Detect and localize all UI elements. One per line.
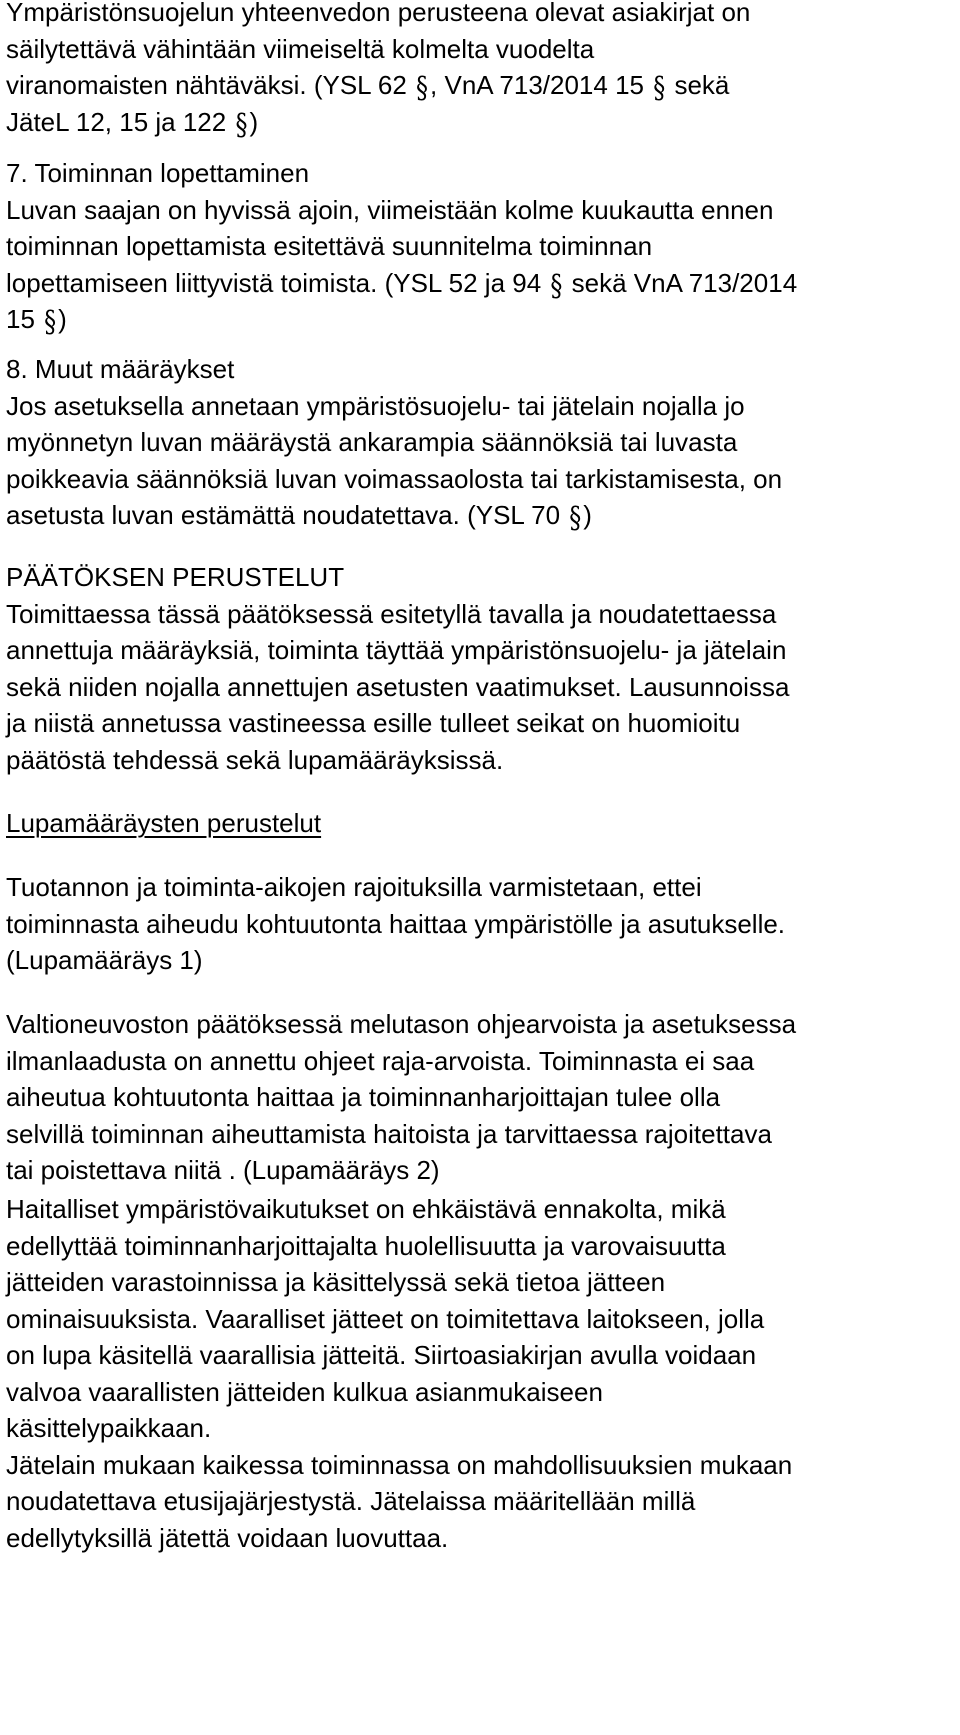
section-7 — [6, 155, 956, 338]
section-sign: § — [550, 267, 563, 303]
text-line: käsittelypaikkaan. — [6, 1413, 212, 1443]
text-line: Jos asetuksella annetaan ympäristösuojelu- tai jätelain nojalla jo — [6, 390, 745, 421]
text-line: on lupa käsitellä vaarallisia jätteitä. Siirtoasiakirjan avulla voidaan — [6, 1340, 757, 1370]
text-line: viranomaisten nähtäväksi. (YSL 62 §, VnA 713/2014 15 § sekä — [6, 67, 956, 104]
text-line: Valtioneuvoston päätöksessä melutason ohjearvoista ja asetuksessa — [6, 1009, 797, 1039]
rationale-paragraph-2 — [6, 1006, 956, 1189]
text-line: Tuotannon ja toiminta-aikojen rajoituksilla varmistetaan, ettei — [6, 872, 702, 902]
text-line: Toimittaessa tässä päätöksessä esitetyllä tavalla ja noudatettaessa — [6, 598, 777, 629]
section-heading: PÄÄTÖKSEN PERUSTELUT — [6, 562, 345, 592]
text-line: säilytettävä vähintään viimeiseltä kolmelta vuodelta — [6, 33, 595, 64]
text-line: poikkeavia säännöksiä luvan voimassaolosta tai tarkistamisesta, on — [6, 463, 783, 494]
rationale-paragraph-3 — [6, 1191, 956, 1556]
underlined-heading: Lupamääräysten perustelut — [6, 808, 322, 838]
text-line: lopettamiseen liittyvistä toimista. (YSL 52 ja 94 § sekä VnA 713/2014 — [6, 265, 956, 302]
text-line: Ympäristönsuojelun yhteenvedon perusteena olevat asiakirjat on — [6, 0, 751, 27]
section-sign: § — [235, 106, 248, 142]
section-sign: § — [44, 304, 57, 340]
text-line: päätöstä tehdessä sekä lupamääräyksissä. — [6, 744, 504, 775]
text-line: annettuja määräyksiä, toiminta täyttää ympäristönsuojelu- ja jätelain — [6, 635, 787, 665]
text-line: (Lupamääräys 1) — [6, 945, 203, 975]
section-sign: § — [416, 70, 429, 106]
text-line: noudatettava etusijajärjestystä. Jätelaissa määritellään millä — [6, 1486, 696, 1516]
permit-rationale-heading-block — [6, 805, 956, 842]
text-line: myönnetyn luvan määräystä ankarampia säännöksiä tai luvasta — [6, 427, 738, 457]
text-line: aiheutua kohtuutonta haittaa ja toiminnanharjoittajan tulee olla — [6, 1082, 721, 1112]
text-line: asetusta luvan estämättä noudatettava. (YSL 70 §) — [6, 497, 956, 534]
text-line: valvoa vaarallisten jätteiden kulkua asianmukaiseen — [6, 1376, 603, 1407]
text-line: edellytyksillä jätettä voidaan luovuttaa. — [6, 1522, 449, 1553]
intro-paragraph — [6, 0, 956, 140]
text-line: Haitalliset ympäristövaikutukset on ehkäistävä ennakolta, mikä — [6, 1194, 726, 1224]
section-sign: § — [653, 70, 666, 106]
text-line: Jätelain mukaan kaikessa toiminnassa on mahdollisuuksien mukaan — [6, 1449, 793, 1480]
text-line: JäteL 12, 15 ja 122 §) — [6, 104, 956, 141]
rationale-paragraph-1 — [6, 869, 956, 979]
section-heading: 7. Toiminnan lopettaminen — [6, 158, 310, 188]
text-line: jätteiden varastoinnissa ja käsittelyssä sekä tietoa jätteen — [6, 1267, 666, 1297]
section-heading: 8. Muut määräykset — [6, 354, 235, 384]
section-sign: § — [569, 500, 582, 536]
text-line: 15 §) — [6, 301, 956, 338]
text-line: selvillä toiminnan aiheuttamista haitoista ja tarvittaessa rajoitettava — [6, 1118, 772, 1149]
decision-rationale-section — [6, 559, 956, 778]
text-line: Luvan saajan on hyvissä ajoin, viimeistään kolme kuukautta ennen — [6, 194, 774, 225]
text-line: toiminnasta aiheudu kohtuutonta haittaa ympäristölle ja asutukselle. — [6, 908, 786, 939]
text-line: edellyttää toiminnanharjoittajalta huolellisuutta ja varovaisuutta — [6, 1230, 726, 1261]
section-8 — [6, 351, 956, 534]
text-line: ominaisuuksista. Vaaralliset jätteet on toimitettava laitokseen, jolla — [6, 1303, 765, 1334]
text-line: toiminnan lopettamista esitettävä suunnitelma toiminnan — [6, 231, 653, 261]
text-line: sekä niiden nojalla annettujen asetusten vaatimukset. Lausunnoissa — [6, 671, 790, 702]
text-line: tai poistettava niitä . (Lupamääräys 2) — [6, 1155, 440, 1185]
text-line: ja niistä annetussa vastineessa esille tulleet seikat on huomioitu — [6, 708, 741, 738]
text-line: ilmanlaadusta on annettu ohjeet raja-arvoista. Toiminnasta ei saa — [6, 1045, 755, 1076]
